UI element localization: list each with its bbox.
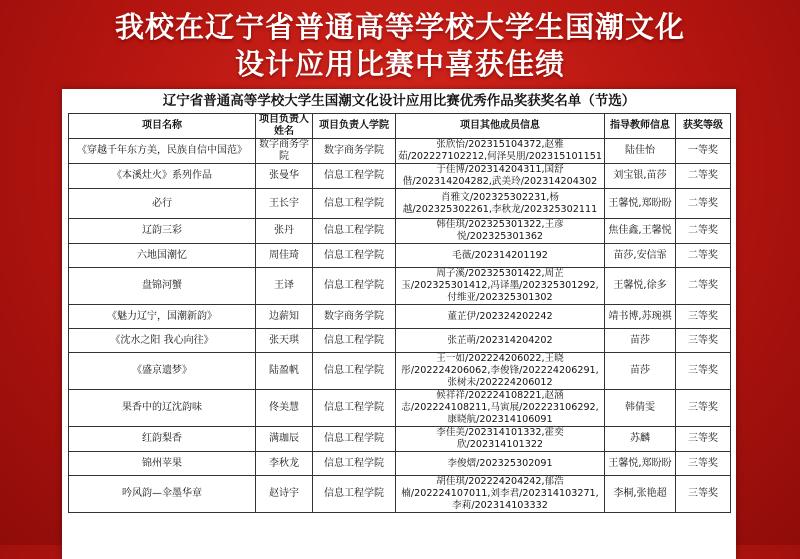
leader-college-cell: 数字商务学院 [313,139,396,164]
project-name-cell: 红韵梨香 [69,427,256,452]
award-level-cell: 二等奖 [676,164,731,189]
leader-name-cell: 张曼华 [256,164,313,189]
leader-name-cell: 赵诗宇 [256,476,313,513]
leader-name-cell: 张丹 [256,219,313,244]
table-row [69,139,731,164]
leader-name-cell: 王长宇 [256,189,313,219]
leader-college-cell: 信息工程学院 [313,452,396,476]
table-row [69,219,731,244]
award-level-cell: 三等奖 [676,353,731,390]
column-header: 项目名称 [69,114,256,139]
leader-college-cell: 信息工程学院 [313,427,396,452]
table-row [69,353,731,390]
advisor-cell: 王馨悦,徐多 [605,268,676,305]
members-cell: 李佳美/202314101332,霍奕欣/202314101322 [396,427,605,452]
award-level-cell: 二等奖 [676,219,731,244]
leader-college-cell: 数字商务学院 [313,305,396,329]
project-name-cell: 六地国潮忆 [69,244,256,268]
members-cell: 胡佳琪/202224204242,郁浩楠/202224107011,刘李君/202314103271,李莉/202314103332 [396,476,605,513]
table-row [69,427,731,452]
leader-name-cell: 李秋龙 [256,452,313,476]
advisor-cell: 韩倩雯 [605,390,676,427]
project-name-cell: 《魅力辽宁，国潮新韵》 [69,305,256,329]
advisor-cell: 苗莎 [605,353,676,390]
award-level-cell: 三等奖 [676,427,731,452]
table-row [69,189,731,219]
advisor-cell: 焦佳鑫,王馨悦 [605,219,676,244]
project-name-cell: 吟风韵—伞墨华章 [69,476,256,513]
members-cell: 李俊熠/202325302091 [396,452,605,476]
leader-name-cell: 佟美慧 [256,390,313,427]
award-level-cell: 三等奖 [676,476,731,513]
award-level-cell: 三等奖 [676,329,731,353]
leader-college-cell: 信息工程学院 [313,268,396,305]
leader-name-cell: 王译 [256,268,313,305]
leader-college-cell: 信息工程学院 [313,329,396,353]
table-row [69,268,731,305]
members-cell: 周子溪/202325301422,周芷玉/202325301412,冯译墨/202325301292,付维亚/202325301302 [396,268,605,305]
award-level-cell: 二等奖 [676,189,731,219]
table-row [69,305,731,329]
members-cell: 王一如/202224206022,王晓彤/202224206062,李俊锋/202224206291,张树未/202224206012 [396,353,605,390]
leader-name-cell: 张天琪 [256,329,313,353]
project-name-cell: 盘锦河蟹 [69,268,256,305]
award-level-cell: 二等奖 [676,268,731,305]
award-level-cell: 二等奖 [676,244,731,268]
advisor-cell: 王馨悦,郑盼盼 [605,189,676,219]
leader-name-cell: 数字商务学院 [256,139,313,164]
column-header: 获奖等级 [676,114,731,139]
members-cell: 毛薇/202314201192 [396,244,605,268]
column-header: 项目其他成员信息 [396,114,605,139]
table-row [69,164,731,189]
award-level-cell: 三等奖 [676,452,731,476]
table-row [69,329,731,353]
advisor-cell: 李桐,张艳超 [605,476,676,513]
project-name-cell: 《本溪灶火》系列作品 [69,164,256,189]
project-name-cell: 《盛京遗梦》 [69,353,256,390]
project-name-cell: 《穿越千年东方美，民族自信中国范》 [69,139,256,164]
advisor-cell: 苗莎,安信霏 [605,244,676,268]
awards-table [68,113,731,513]
leader-name-cell: 陆盈帆 [256,353,313,390]
table-row [69,452,731,476]
leader-name-cell: 周佳琦 [256,244,313,268]
members-cell: 肖雅文/202325302231,杨越/202325302261,李秋龙/202325302111 [396,189,605,219]
advisor-cell: 苗莎 [605,329,676,353]
members-cell: 董芷伊/202324202242 [396,305,605,329]
document-heading: 辽宁省普通高等学校大学生国潮文化设计应用比赛优秀作品奖获奖名单（节选） [162,93,636,109]
column-header: 项目负责人学院 [313,114,396,139]
members-cell: 于佳博/202314204311,国舒偕/202314204282,武美玲/202314204302 [396,164,605,189]
table-header-row [69,114,731,139]
project-name-cell: 《沈水之阳 我心向往》 [69,329,256,353]
table-row [69,390,731,427]
members-cell: 张欣怡/202315104372,赵雅茹/202227102212,何泽昊朋/202315101151 [396,139,605,164]
members-cell: 候祥祥/202224108221,赵涵志/202224108211,马寅展/202223106292,康晓航/202314106091 [396,390,605,427]
leader-name-cell: 边薪知 [256,305,313,329]
award-level-cell: 三等奖 [676,305,731,329]
project-name-cell: 果香中的辽沈韵味 [69,390,256,427]
project-name-cell: 辽韵三彩 [69,219,256,244]
column-header: 项目负责人姓名 [256,114,313,139]
banner-title-line-1: 我校在辽宁省普通高等学校大学生国潮文化 [114,10,685,44]
document-page [62,89,736,559]
award-level-cell: 三等奖 [676,390,731,427]
advisor-cell: 王馨悦,郑盼盼 [605,452,676,476]
members-cell: 韩佳琪/202325301322,王彦悦/202325301362 [396,219,605,244]
leader-college-cell: 信息工程学院 [313,390,396,427]
leader-college-cell: 信息工程学院 [313,219,396,244]
advisor-cell: 刘宝银,苗莎 [605,164,676,189]
advisor-cell: 靖书博,苏琬祺 [605,305,676,329]
advisor-cell: 陆佳怡 [605,139,676,164]
leader-college-cell: 信息工程学院 [313,353,396,390]
leader-name-cell: 满珈辰 [256,427,313,452]
leader-college-cell: 信息工程学院 [313,189,396,219]
project-name-cell: 必行 [69,189,256,219]
banner-title-line-2: 设计应用比赛中喜获佳绩 [234,47,565,81]
column-header: 指导教师信息 [605,114,676,139]
leader-college-cell: 信息工程学院 [313,164,396,189]
advisor-cell: 苏麟 [605,427,676,452]
table-row [69,476,731,513]
project-name-cell: 锦州苹果 [69,452,256,476]
leader-college-cell: 信息工程学院 [313,476,396,513]
award-level-cell: 一等奖 [676,139,731,164]
table-row [69,244,731,268]
members-cell: 张芷萌/202314204202 [396,329,605,353]
leader-college-cell: 信息工程学院 [313,244,396,268]
